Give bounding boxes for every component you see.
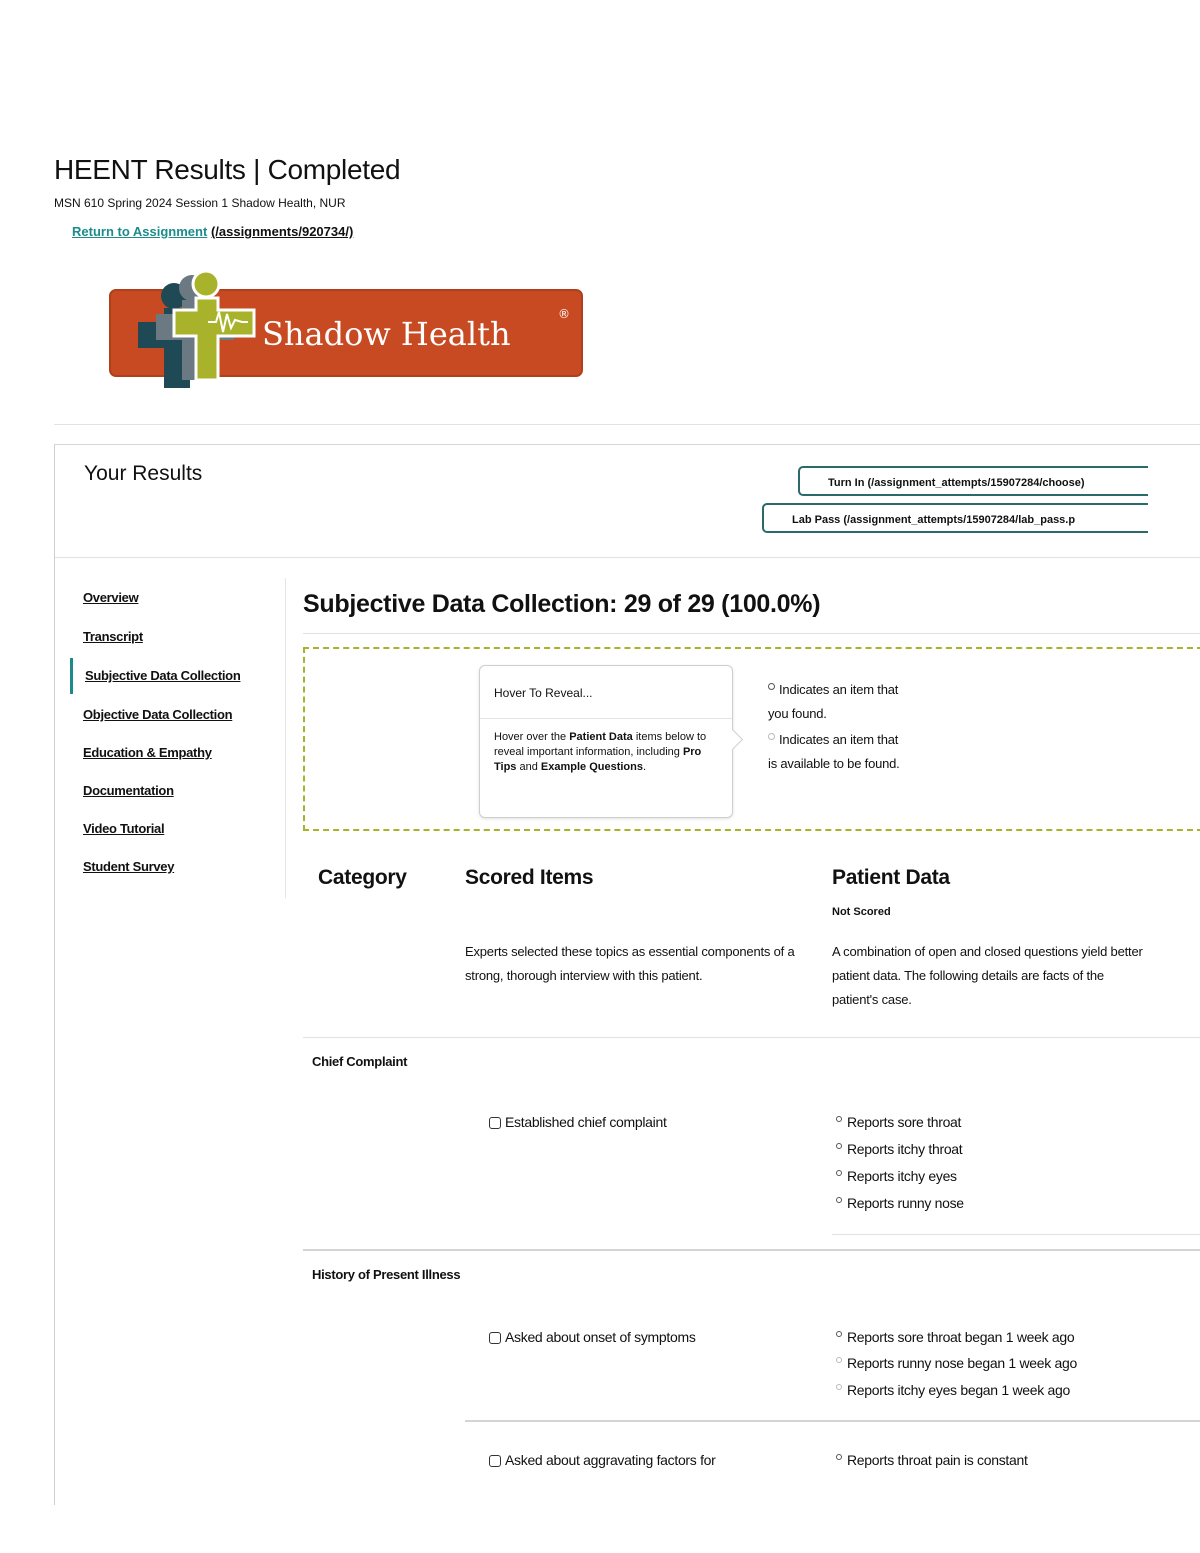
- available-dot-icon: [836, 1357, 842, 1363]
- nav-education-empathy[interactable]: Education & Empathy: [83, 745, 212, 760]
- legend-avail-line1: Indicates an item that: [768, 728, 898, 752]
- divider: [54, 424, 1200, 425]
- logo-text: Shadow Health: [262, 315, 511, 353]
- return-link-label[interactable]: Return to Assignment: [72, 224, 208, 239]
- scored-item-established-chief-complaint[interactable]: Established chief complaint: [489, 1114, 667, 1130]
- tip-title: Hover To Reveal...: [494, 686, 593, 700]
- lab-pass-button[interactable]: Lab Pass (/assignment_attempts/15907284/lab_pass.p: [762, 503, 1148, 533]
- legend-avail-line2: is available to be found.: [768, 756, 900, 771]
- row-divider: [465, 1420, 1200, 1422]
- checkbox-icon[interactable]: [489, 1117, 501, 1129]
- category-column-header: Category: [318, 866, 407, 889]
- patient-data-item[interactable]: Reports sore throat began 1 week ago: [836, 1329, 1074, 1345]
- found-dot-icon: [836, 1197, 842, 1203]
- section-divider: [303, 633, 1200, 634]
- not-scored-label: Not Scored: [832, 906, 891, 918]
- turn-in-button[interactable]: Turn In (/assignment_attempts/15907284/choose): [798, 466, 1148, 496]
- nav-video-tutorial[interactable]: Video Tutorial: [83, 821, 165, 836]
- found-dot-icon: [768, 683, 775, 690]
- found-dot-icon: [836, 1331, 842, 1337]
- section-title: Subjective Data Collection: 29 of 29 (100.0%): [303, 590, 821, 618]
- nav-overview[interactable]: Overview: [83, 590, 139, 605]
- course-line: MSN 610 Spring 2024 Session 1 Shadow Health, NUR: [54, 196, 346, 210]
- available-dot-icon: [836, 1384, 842, 1390]
- row-divider: [832, 1234, 1200, 1235]
- found-dot-icon: [836, 1116, 842, 1122]
- found-dot-icon: [836, 1454, 842, 1460]
- logo-registered-mark: ®: [558, 307, 570, 321]
- patient-data-item[interactable]: Reports throat pain is constant: [836, 1452, 1028, 1468]
- nav-documentation[interactable]: Documentation: [83, 783, 174, 798]
- scored-items-description: Experts selected these topics as essential components of a strong, thorough interview with this patient.: [465, 944, 795, 983]
- tip-divider: [480, 718, 732, 719]
- patient-data-column-header: Patient Data: [832, 866, 950, 889]
- nav-student-survey[interactable]: Student Survey: [83, 859, 175, 874]
- results-heading: Your Results: [84, 462, 203, 485]
- category-chief-complaint: Chief Complaint: [312, 1054, 408, 1069]
- patient-data-item[interactable]: Reports runny nose: [836, 1195, 964, 1211]
- return-link-path[interactable]: (/assignments/920734/): [210, 224, 354, 239]
- nav-transcript[interactable]: Transcript: [83, 629, 143, 644]
- row-divider: [303, 1037, 1200, 1038]
- checkbox-icon[interactable]: [489, 1455, 501, 1467]
- checkbox-icon[interactable]: [489, 1332, 501, 1344]
- nav-subjective-data-collection[interactable]: Subjective Data Collection: [70, 658, 240, 694]
- results-header-divider: [55, 557, 1200, 558]
- patient-data-description: A combination of open and closed questions yield better patient data. The following details are facts of the patient's case.: [832, 944, 1143, 1007]
- side-nav: [70, 578, 286, 898]
- scored-item-onset-of-symptoms[interactable]: Asked about onset of symptoms: [489, 1329, 696, 1345]
- available-dot-icon: [768, 733, 775, 740]
- patient-data-item[interactable]: Reports sore throat: [836, 1114, 961, 1130]
- scored-item-aggravating-factors[interactable]: Asked about aggravating factors for: [489, 1452, 716, 1468]
- patient-data-item[interactable]: Reports itchy throat: [836, 1141, 962, 1157]
- tip-body: Hover over the Patient Data items below to reveal important information, including Pro Tips and Example Questions.: [494, 731, 707, 773]
- legend-found-line2: you found.: [768, 706, 827, 721]
- found-dot-icon: [836, 1170, 842, 1176]
- category-divider: [303, 1249, 1200, 1251]
- patient-data-item[interactable]: Reports runny nose began 1 week ago: [836, 1355, 1077, 1371]
- found-dot-icon: [836, 1143, 842, 1149]
- legend-box: [303, 647, 1200, 831]
- hover-tip-card: [479, 665, 733, 818]
- nav-objective-data-collection[interactable]: Objective Data Collection: [83, 707, 233, 722]
- legend-found-line1: Indicates an item that: [768, 678, 898, 702]
- scored-items-column-header: Scored Items: [465, 866, 594, 889]
- patient-data-item[interactable]: Reports itchy eyes: [836, 1168, 957, 1184]
- page-title: HEENT Results | Completed: [54, 154, 401, 185]
- patient-data-item[interactable]: Reports itchy eyes began 1 week ago: [836, 1382, 1070, 1398]
- return-to-assignment-link[interactable]: [72, 224, 353, 239]
- category-history-of-present-illness: History of Present Illness: [312, 1267, 461, 1282]
- shadow-health-logo: [108, 270, 584, 394]
